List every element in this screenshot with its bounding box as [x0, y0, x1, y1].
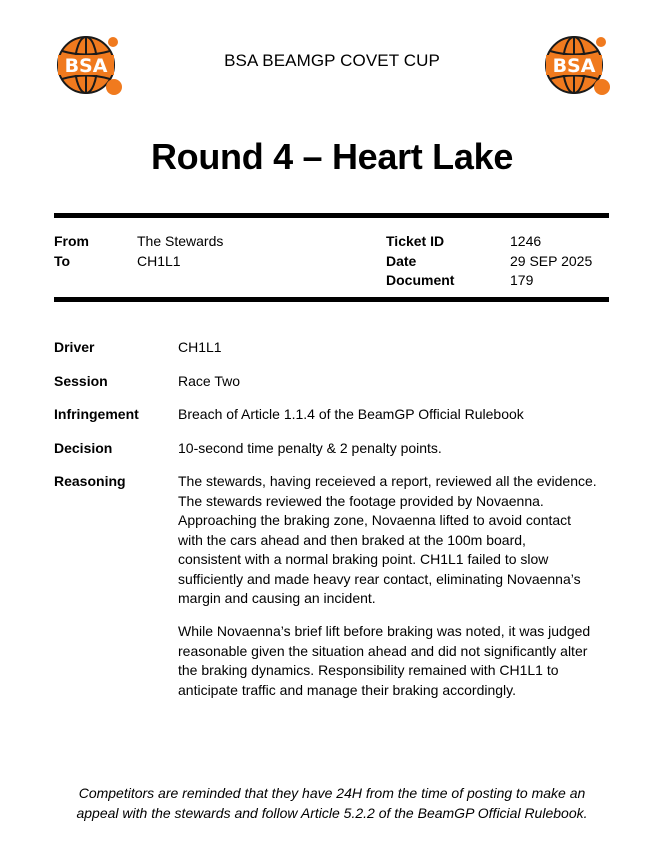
appeal-notice-line-1: Competitors are reminded that they have 24H from the time of posting to make an — [78, 785, 586, 801]
reasoning-line: margin and causing an incident. — [178, 590, 376, 606]
date-label: Date — [386, 253, 417, 269]
infringement-value: Breach of Article 1.1.4 of the BeamGP Official Rulebook — [178, 406, 524, 422]
session-label: Session — [54, 373, 108, 389]
to-label: To — [54, 253, 71, 269]
ticket-id-value: 1246 — [510, 233, 542, 249]
to-value: CH1L1 — [137, 253, 181, 269]
divider-bottom — [54, 297, 609, 302]
ticket-id-label: Ticket ID — [386, 233, 445, 249]
reasoning-line: Approaching the braking zone, Novaenna lifted to avoid contact — [178, 512, 572, 528]
reasoning-line: consistent with a normal braking point. CH1L1 failed to slow — [178, 551, 549, 567]
reasoning-paragraph-2 — [178, 622, 614, 700]
date-value: 29 SEP 2025 — [510, 253, 593, 269]
session-value: Race Two — [178, 373, 240, 389]
orbit-dot-large — [594, 79, 610, 95]
orbit-dot-large — [106, 79, 122, 95]
reasoning-line: with the cars ahead and then braked at the 100m board, — [178, 531, 526, 548]
reasoning-line: reasonable given the situation ahead and did not significantly alter — [178, 642, 588, 659]
document-value: 179 — [510, 272, 534, 288]
reasoning-line: anticipate traffic and manage their braking accordingly. — [178, 681, 517, 698]
logo-text: BSA — [552, 55, 596, 77]
from-label: From — [54, 233, 89, 249]
reasoning-line: While Novaenna’s brief lift before braking was noted, it was judged — [178, 623, 591, 639]
reasoning-value — [178, 472, 614, 714]
decision-value: 10-second time penalty & 2 penalty points. — [178, 440, 442, 456]
logo-text: BSA — [64, 55, 108, 77]
reasoning-line: The stewards reviewed the footage provided by Novaenna. — [178, 492, 544, 509]
driver-label: Driver — [54, 339, 95, 355]
orbit-dot-small — [596, 37, 606, 47]
decision-label: Decision — [54, 440, 113, 456]
reasoning-label: Reasoning — [54, 473, 126, 489]
driver-value: CH1L1 — [178, 339, 222, 355]
divider-top — [54, 213, 609, 218]
infringement-label: Infringement — [54, 406, 139, 422]
orbit-dot-small — [108, 37, 118, 47]
series-title: BSA BEAMGP COVET CUP — [224, 51, 440, 70]
from-value: The Stewards — [137, 233, 224, 249]
appeal-notice-line-2: appeal with the stewards and follow Article 5.2.2 of the BeamGP Official Rulebook. — [76, 805, 588, 821]
page-title: Round 4 – Heart Lake — [150, 136, 514, 177]
reasoning-line: the braking dynamics. Responsibility remained with CH1L1 to — [178, 662, 559, 678]
appeal-notice — [0, 783, 664, 823]
document-label: Document — [386, 272, 455, 288]
reasoning-line: The stewards, having receieved a report, reviewed all the evidence. — [178, 473, 597, 489]
reasoning-line: sufficiently and made heavy rear contact, eliminating Novaenna’s — [178, 570, 581, 587]
reasoning-paragraph-1 — [178, 472, 614, 609]
